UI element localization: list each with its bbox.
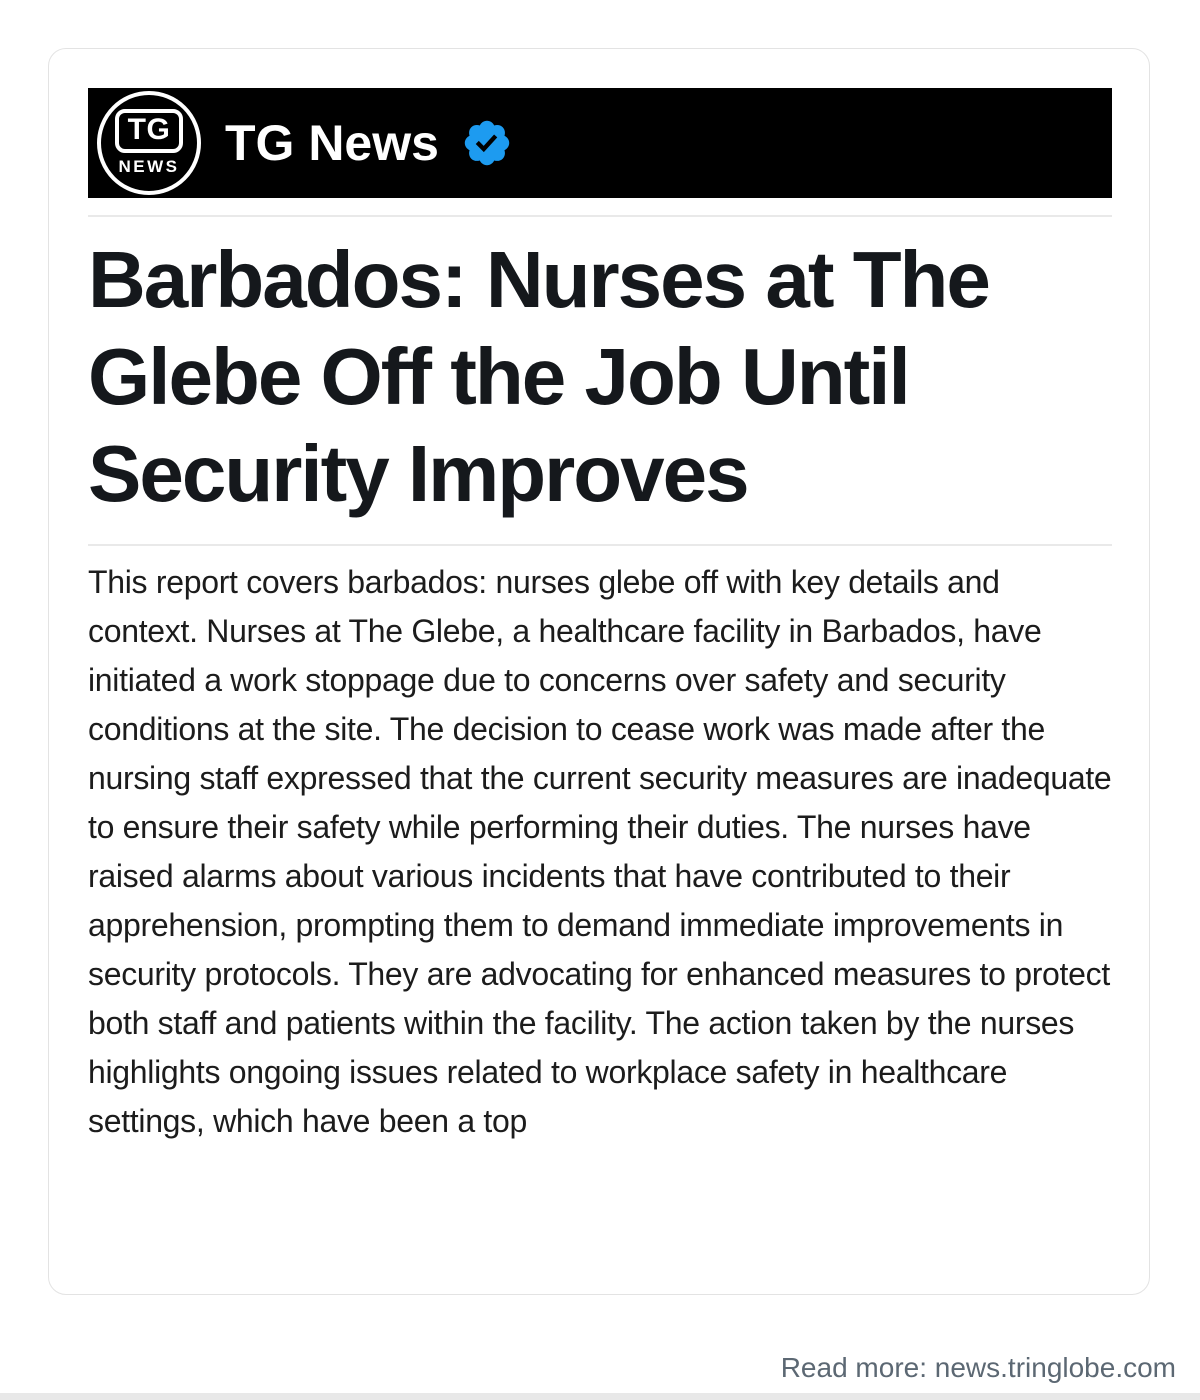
- brand-name: TG News: [225, 115, 439, 171]
- tg-news-logo: [97, 91, 201, 195]
- divider-below-headline: [88, 544, 1112, 546]
- verified-badge-icon: [461, 117, 513, 169]
- divider-above-headline: [88, 215, 1112, 217]
- article-card: [48, 48, 1150, 1295]
- masthead-bar: [88, 88, 1112, 198]
- article-body: This report covers barbados: nurses glebe off with key details and context. Nurses at The Glebe, a healthcare facility in Barbados, have initiated a work stoppage due to concerns over safety and security conditions at the site. The decision to cease work was made after the nursing staff expressed that the current security measures are inadequate to ensure their safety while performing their duties. The nurses have raised alarms about various incidents that have contributed to their apprehension, prompting them to demand immediate improvements in security protocols. They are advocating for enhanced measures to protect both staff and patients within the facility. The action taken by the nurses highlights ongoing issues related to workplace safety in healthcare settings, which have been a top: [88, 564, 1112, 1139]
- logo-news-text: NEWS: [118, 157, 180, 176]
- brand-row: [225, 114, 513, 172]
- article-headline: Barbados: Nurses at The Glebe Off the Job Until Security Improves: [88, 235, 989, 518]
- read-more-link[interactable]: Read more: news.tringlobe.com: [780, 1352, 1176, 1383]
- logo-tg-text: TG: [115, 109, 184, 153]
- bottom-edge-strip: [0, 1393, 1200, 1400]
